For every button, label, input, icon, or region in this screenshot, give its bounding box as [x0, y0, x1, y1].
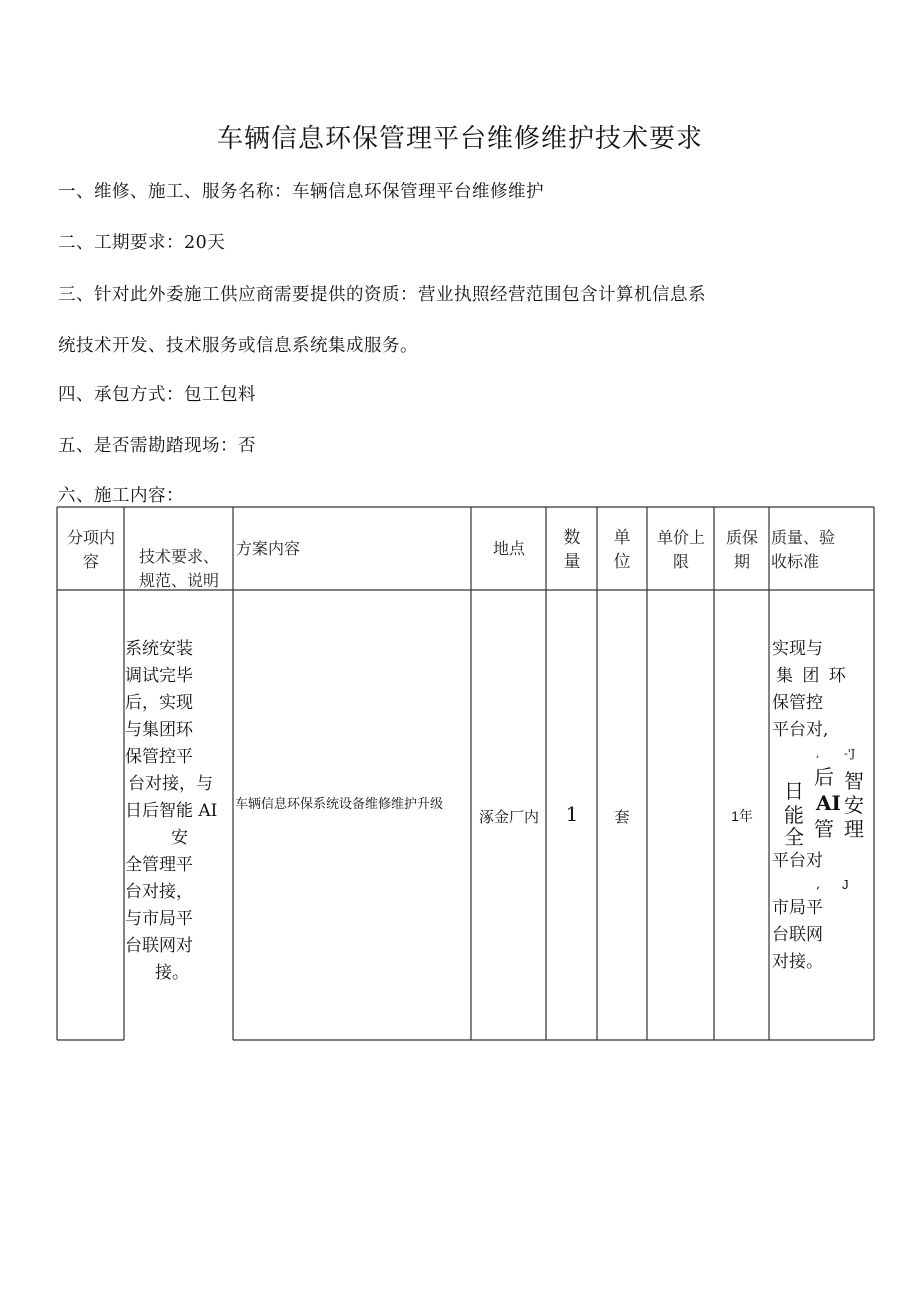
req-line: 台对接，	[125, 882, 193, 902]
std-glyph: 安	[844, 793, 864, 817]
header-standard-line2: 收标准	[771, 552, 820, 571]
item-duration: 二、工期要求：20天	[58, 233, 226, 253]
req-line: 台联网对	[125, 936, 193, 956]
std-glyph: 日	[784, 779, 804, 803]
cell-acceptance-standard	[772, 636, 872, 976]
std-glyph: 智	[844, 769, 864, 793]
std-line: 实现与	[772, 639, 823, 659]
item-contract-mode: 四、承包方式：包工包料	[58, 385, 256, 405]
req-line: 调试完毕	[125, 666, 193, 686]
std-glyph: 理	[844, 817, 864, 841]
std-glyph: 管	[814, 817, 834, 841]
std-mark: ,	[816, 877, 821, 892]
req-line: 接。	[155, 963, 189, 983]
req-line: 后，实现	[125, 693, 193, 713]
header-item-line2: 容	[82, 552, 99, 571]
header-item-line1: 分项内	[66, 528, 115, 547]
header-quantity-line1: 数	[563, 528, 581, 548]
header-warranty-line2: 期	[733, 552, 750, 571]
header-quantity-line2: 量	[563, 552, 581, 572]
header-item	[58, 526, 124, 574]
std-glyph: AI	[816, 791, 841, 815]
std-line: 平台对,	[772, 720, 829, 740]
header-unit	[597, 526, 647, 574]
std-mark: ,	[816, 747, 820, 760]
std-line: 保管控	[772, 693, 823, 713]
std-line: 集 团 环	[776, 666, 848, 686]
cell-unit: 套	[614, 808, 630, 826]
cell-warranty: 1年	[731, 808, 753, 824]
header-plan: 方案内容	[236, 539, 301, 558]
header-acceptance-standard	[771, 526, 871, 574]
std-marks-1	[772, 744, 872, 764]
cell-requirements	[125, 636, 232, 987]
cell-plan: 车辆信息环保系统设备维修维护升级	[235, 797, 444, 812]
document-title: 车辆信息环保管理平台维修维护技术要求	[216, 124, 703, 154]
req-line: 台对接，与	[128, 774, 213, 794]
req-line: 与集团环	[125, 720, 193, 740]
header-warranty	[715, 526, 769, 574]
std-mark: J	[842, 877, 849, 892]
req-line: 系统安装	[125, 639, 193, 659]
std-glyph: 能	[784, 803, 804, 827]
std-glyph: 后	[814, 765, 834, 789]
std-line: 台联网	[772, 925, 823, 945]
req-line: 与市局平	[125, 909, 193, 929]
item-site-survey: 五、是否需勘踏现场：否	[58, 436, 256, 456]
item-qualification: 三、针对此外委施工供应商需要提供的资质：营业执照经营范围包含计算机信息系	[58, 285, 706, 305]
std-line: 平台对	[772, 851, 823, 871]
std-mark: -'J	[844, 747, 856, 760]
header-requirements-line1: 技术要求、	[138, 547, 219, 566]
header-price-cap	[648, 526, 714, 574]
cell-quantity: 1	[565, 802, 579, 826]
item-construction-content: 六、施工内容：	[58, 486, 184, 506]
header-requirements	[125, 545, 233, 593]
cell-location: 涿金厂内	[478, 808, 539, 826]
header-price-line2: 限	[672, 552, 689, 571]
header-requirements-line2: 规范、说明	[138, 571, 219, 590]
header-warranty-line1: 质保	[725, 528, 758, 547]
item-service-name: 一、维修、施工、服务名称：车辆信息环保管理平台维修维护	[58, 182, 544, 202]
std-vertical-block	[772, 764, 872, 849]
std-marks-2	[772, 875, 872, 895]
req-line: 安	[171, 828, 188, 848]
item-qualification-cont: 统技术开发、技术服务或信息系统集成服务。	[58, 336, 418, 356]
header-standard-line1: 质量、验	[771, 528, 836, 547]
header-quantity	[547, 526, 597, 574]
header-location: 地点	[492, 539, 525, 558]
req-line: 保管控平	[125, 747, 193, 767]
std-line: 市局平	[772, 898, 823, 918]
std-glyph: 全	[784, 825, 804, 849]
req-line: 日后智能 AI	[125, 801, 218, 821]
header-unit-line1: 单	[613, 528, 631, 548]
std-line: 对接。	[772, 952, 823, 972]
header-price-line1: 单价上	[656, 528, 705, 547]
header-unit-line2: 位	[613, 552, 631, 572]
req-line: 全管理平	[125, 855, 193, 875]
